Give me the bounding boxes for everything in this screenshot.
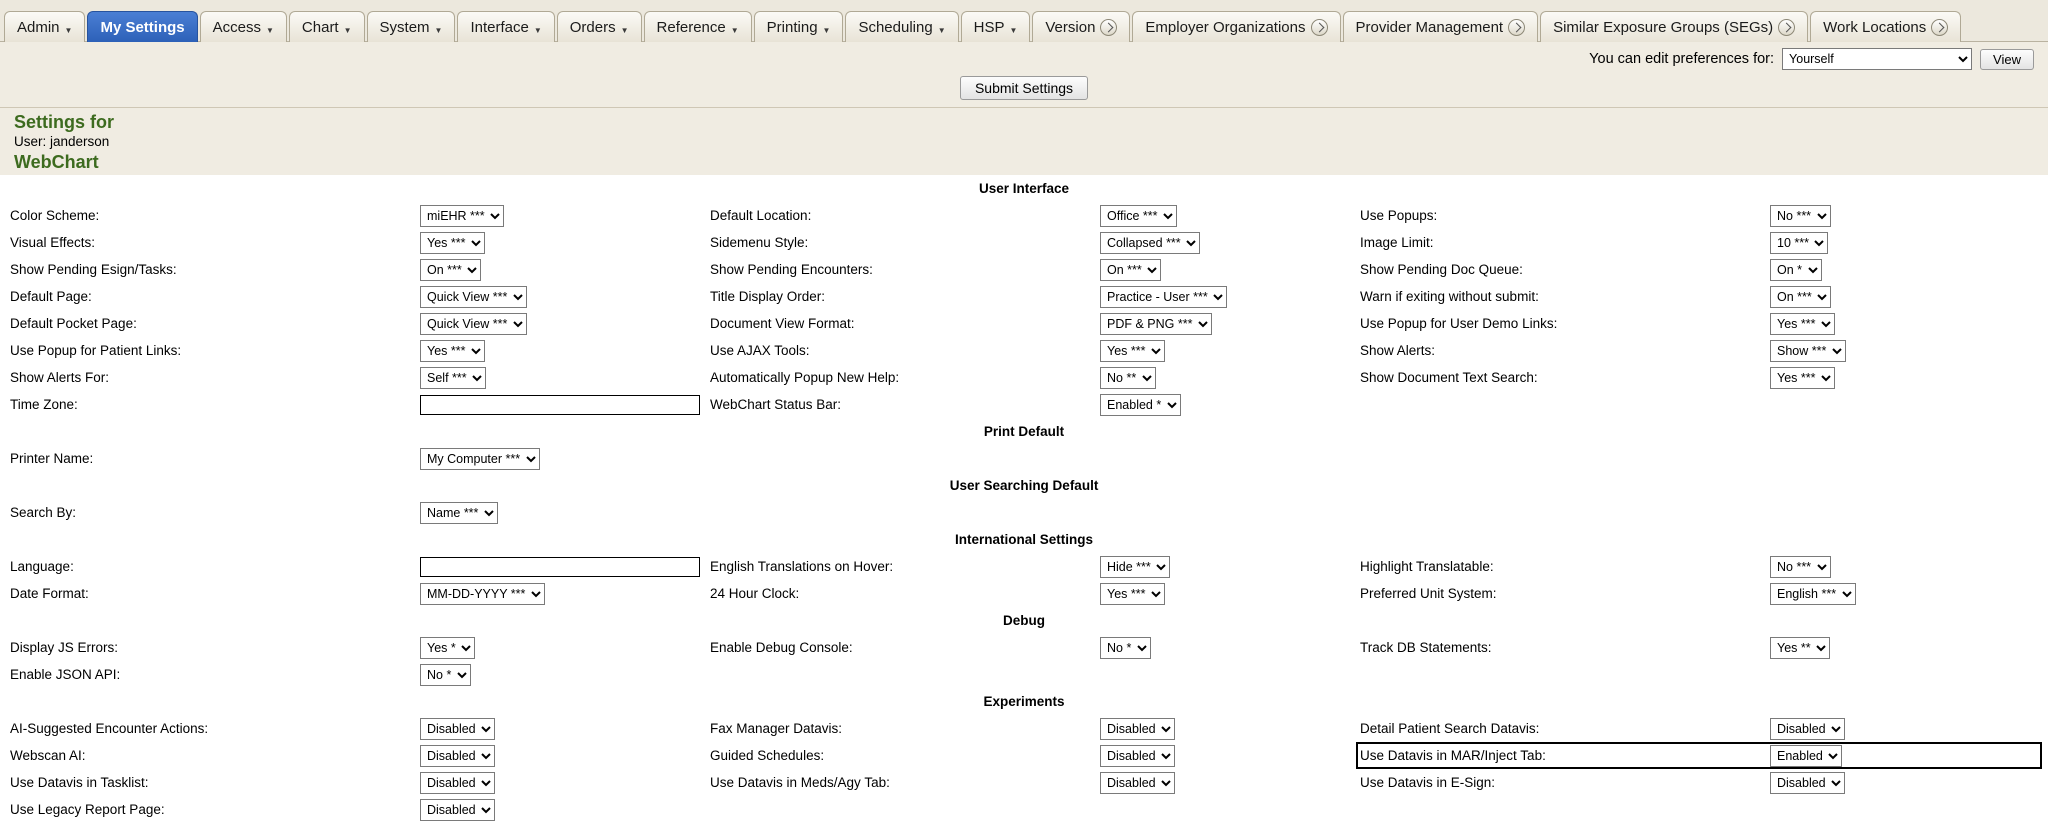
section-header-row: [6, 175, 2042, 202]
detail-patient-search-datavis-control-cell: [1766, 715, 2042, 742]
show-alerts-label: Show Alerts:: [1360, 343, 1436, 358]
use-datavis-tasklist-label: Use Datavis in Tasklist:: [10, 775, 149, 790]
webchart-status-bar-select[interactable]: [1100, 394, 1181, 416]
tab-provider-management[interactable]: [1343, 11, 1539, 42]
tab-label: Admin: [17, 18, 60, 36]
current-user-label: User: janderson: [14, 134, 110, 149]
image-limit-select[interactable]: [1770, 232, 1828, 254]
chevron-down-icon[interactable]: ▼: [937, 26, 946, 35]
use-ajax-tools-label: Use AJAX Tools:: [710, 343, 810, 358]
settings-row: [6, 283, 2042, 310]
date-format-select[interactable]: [420, 583, 545, 605]
default-location-select[interactable]: [1100, 205, 1177, 227]
external-link-icon[interactable]: [1100, 19, 1117, 36]
title-display-order-label: Title Display Order:: [710, 289, 826, 304]
show-pending-encounters-select[interactable]: [1100, 259, 1161, 281]
tab-label: Printing: [766, 18, 818, 36]
language-control-cell: [416, 553, 706, 580]
settings-grid: [6, 175, 2042, 823]
empty-cell: [706, 499, 1096, 526]
tab-access[interactable]: [200, 11, 287, 42]
ai-suggested-encounter-actions-label: AI-Suggested Encounter Actions:: [10, 721, 209, 736]
show-pending-doc-queue-control-cell: [1766, 256, 2042, 283]
section-header-row: [6, 607, 2042, 634]
tab-label: Similar Exposure Groups (SEGs): [1553, 18, 1774, 36]
external-link-icon[interactable]: [1931, 19, 1948, 36]
enable-json-api-select[interactable]: [420, 664, 471, 686]
default-location-control-cell: [1096, 202, 1356, 229]
default-page-select[interactable]: [420, 286, 527, 308]
settings-row: [6, 229, 2042, 256]
printer-name-control-cell: [416, 445, 706, 472]
show-pending-encounters-label: Show Pending Encounters:: [710, 262, 873, 277]
section-title-international-settings: International Settings: [6, 526, 2042, 553]
empty-cell: [1356, 661, 1766, 688]
ai-suggested-encounter-actions-select[interactable]: [420, 718, 495, 740]
use-ajax-tools-control-cell: [1096, 337, 1356, 364]
guided-schedules-control-cell: [1096, 742, 1356, 769]
show-alerts-control-cell: [1766, 337, 2042, 364]
guided-schedules-label: Guided Schedules:: [710, 748, 825, 763]
language-label: Language:: [10, 559, 74, 574]
empty-cell: [706, 661, 1096, 688]
tab-chart[interactable]: [289, 11, 365, 42]
settings-row: [6, 580, 2042, 607]
enable-debug-console-select[interactable]: [1100, 637, 1151, 659]
document-view-format-select[interactable]: [1100, 313, 1212, 335]
settings-row: [6, 391, 2042, 418]
auto-popup-new-help-label: Automatically Popup New Help:: [710, 370, 900, 385]
use-datavis-mar-inject-select[interactable]: [1770, 745, 1842, 767]
empty-cell: [1356, 499, 1766, 526]
detail-patient-search-datavis-label: Detail Patient Search Datavis:: [1360, 721, 1540, 736]
highlight-translatable-label: Highlight Translatable:: [1360, 559, 1494, 574]
ai-suggested-encounter-actions-control-cell: [416, 715, 706, 742]
use-datavis-meds-agy-label: Use Datavis in Meds/Agy Tab:: [710, 775, 890, 790]
show-document-text-search-control-cell: [1766, 364, 2042, 391]
sidemenu-style-control-cell: [1096, 229, 1356, 256]
chevron-down-icon[interactable]: ▼: [434, 26, 443, 35]
settings-row: [6, 445, 2042, 472]
title-display-order-select[interactable]: [1100, 286, 1227, 308]
use-datavis-mar-inject-control-cell: [1766, 742, 2042, 769]
preferences-for-label: You can edit preferences for:: [1589, 51, 1775, 67]
use-datavis-tasklist-control-cell: [416, 769, 706, 796]
use-legacy-report-page-label: Use Legacy Report Page:: [10, 802, 165, 817]
external-link-icon[interactable]: [1508, 19, 1525, 36]
preferred-unit-system-label: Preferred Unit System:: [1360, 586, 1497, 601]
auto-popup-new-help-control-cell: [1096, 364, 1356, 391]
section-title-user-searching-default: User Searching Default: [6, 472, 2042, 499]
default-page-control-cell: [416, 283, 706, 310]
section-header-row: [6, 472, 2042, 499]
tab-label: Work Locations: [1823, 18, 1927, 36]
search-by-select[interactable]: [420, 502, 498, 524]
settings-row: [6, 364, 2042, 391]
section-header-row: [6, 418, 2042, 445]
settings-row: [6, 796, 2042, 823]
empty-cell: [706, 796, 1096, 823]
visual-effects-select[interactable]: [420, 232, 485, 254]
settings-row: [6, 337, 2042, 364]
tab-label: Provider Management: [1355, 18, 1504, 36]
chevron-down-icon[interactable]: ▼: [343, 26, 352, 35]
use-popup-user-demo-select[interactable]: [1770, 313, 1835, 335]
webscan-ai-select[interactable]: [420, 745, 495, 767]
settings-row: [6, 742, 2042, 769]
tab-version[interactable]: [1032, 11, 1130, 42]
use-legacy-report-page-control-cell: [416, 796, 706, 823]
webscan-ai-control-cell: [416, 742, 706, 769]
track-db-statements-label: Track DB Statements:: [1360, 640, 1492, 655]
section-header-row: [6, 526, 2042, 553]
warn-if-exiting-label: Warn if exiting without submit:: [1360, 289, 1539, 304]
section-title-debug: Debug: [6, 607, 2042, 634]
color-scheme-label: Color Scheme:: [10, 208, 100, 223]
tab-printing[interactable]: [754, 11, 844, 42]
sidemenu-style-select[interactable]: [1100, 232, 1200, 254]
empty-cell: [1766, 661, 2042, 688]
show-pending-doc-queue-label: Show Pending Doc Queue:: [1360, 262, 1523, 277]
empty-cell: [1096, 445, 1356, 472]
english-translations-hover-label: English Translations on Hover:: [710, 559, 894, 574]
clock-24h-control-cell: [1096, 580, 1356, 607]
empty-cell: [1096, 499, 1356, 526]
tab-admin[interactable]: [4, 11, 85, 42]
show-document-text-search-select[interactable]: [1770, 367, 1835, 389]
settings-row: [6, 202, 2042, 229]
fax-manager-datavis-label: Fax Manager Datavis:: [710, 721, 843, 736]
main-tab-bar: [0, 0, 2048, 42]
enable-debug-console-control-cell: [1096, 634, 1356, 661]
settings-header: [0, 107, 2048, 175]
tab-similar-exposure-groups-segs[interactable]: [1540, 11, 1808, 42]
image-limit-control-cell: [1766, 229, 2042, 256]
tab-my-settings[interactable]: [87, 11, 197, 42]
time-zone-label: Time Zone:: [10, 397, 78, 412]
auto-popup-new-help-select[interactable]: [1100, 367, 1156, 389]
default-location-label: Default Location:: [710, 208, 812, 223]
use-popup-user-demo-control-cell: [1766, 310, 2042, 337]
use-datavis-esign-control-cell: [1766, 769, 2042, 796]
tab-hsp[interactable]: [961, 11, 1031, 42]
use-popup-patient-links-label: Use Popup for Patient Links:: [10, 343, 182, 358]
use-popup-patient-links-control-cell: [416, 337, 706, 364]
enable-debug-console-label: Enable Debug Console:: [710, 640, 853, 655]
detail-patient-search-datavis-select[interactable]: [1770, 718, 1845, 740]
show-alerts-for-select[interactable]: [420, 367, 486, 389]
tab-label: Access: [212, 18, 261, 36]
show-alerts-select[interactable]: [1770, 340, 1846, 362]
show-alerts-for-control-cell: [416, 364, 706, 391]
use-datavis-esign-select[interactable]: [1770, 772, 1845, 794]
section-title-user-interface: User Interface: [6, 175, 2042, 202]
tab-label: HSP: [973, 18, 1005, 36]
date-format-label: Date Format:: [10, 586, 89, 601]
tab-label: Scheduling: [858, 18, 933, 36]
visual-effects-control-cell: [416, 229, 706, 256]
show-pending-encounters-control-cell: [1096, 256, 1356, 283]
empty-cell: [1356, 445, 1766, 472]
time-zone-input[interactable]: [420, 395, 700, 415]
tab-label: Version: [1045, 18, 1096, 36]
use-legacy-report-page-select[interactable]: [420, 799, 495, 821]
tab-label: System: [379, 18, 430, 36]
settings-row: [6, 634, 2042, 661]
warn-if-exiting-control-cell: [1766, 283, 2042, 310]
settings-row: [6, 499, 2042, 526]
empty-cell: [1096, 796, 1356, 823]
title-display-order-control-cell: [1096, 283, 1356, 310]
use-popups-control-cell: [1766, 202, 2042, 229]
use-datavis-tasklist-select[interactable]: [420, 772, 495, 794]
external-link-icon[interactable]: [1778, 19, 1795, 36]
show-document-text-search-label: Show Document Text Search:: [1360, 370, 1538, 385]
guided-schedules-select[interactable]: [1100, 745, 1175, 767]
visual-effects-label: Visual Effects:: [10, 235, 96, 250]
settings-row: [6, 661, 2042, 688]
search-by-control-cell: [416, 499, 706, 526]
chevron-down-icon[interactable]: ▼: [64, 26, 73, 35]
use-popup-patient-links-select[interactable]: [420, 340, 485, 362]
tab-label: Employer Organizations: [1145, 18, 1306, 36]
tab-orders[interactable]: [557, 11, 642, 42]
printer-name-select[interactable]: [420, 448, 540, 470]
sidemenu-style-label: Sidemenu Style:: [710, 235, 809, 250]
highlight-translatable-select[interactable]: [1770, 556, 1831, 578]
preferred-unit-system-control-cell: [1766, 580, 2042, 607]
use-datavis-meds-agy-select[interactable]: [1100, 772, 1175, 794]
use-popup-user-demo-label: Use Popup for User Demo Links:: [1360, 316, 1558, 331]
image-limit-label: Image Limit:: [1360, 235, 1434, 250]
webchart-section-title: WebChart: [14, 152, 99, 172]
tab-employer-organizations[interactable]: [1132, 11, 1340, 42]
tab-label: My Settings: [100, 18, 185, 36]
show-pending-esign-control-cell: [416, 256, 706, 283]
empty-cell: [1766, 445, 2042, 472]
settings-row: [6, 310, 2042, 337]
chevron-down-icon[interactable]: ▼: [730, 26, 739, 35]
show-pending-doc-queue-select[interactable]: [1770, 259, 1822, 281]
tab-label: Orders: [569, 18, 616, 36]
webchart-status-bar-label: WebChart Status Bar:: [710, 397, 842, 412]
settings-row: [6, 256, 2042, 283]
tab-system[interactable]: [367, 11, 456, 42]
page-title: Settings for: [14, 112, 115, 132]
show-pending-esign-label: Show Pending Esign/Tasks:: [10, 262, 177, 277]
section-title-experiments: Experiments: [6, 688, 2042, 715]
settings-row: [6, 769, 2042, 796]
show-alerts-for-label: Show Alerts For:: [10, 370, 110, 385]
default-pocket-page-control-cell: [416, 310, 706, 337]
language-input[interactable]: [420, 557, 700, 577]
preferred-unit-system-select[interactable]: [1770, 583, 1856, 605]
empty-cell: [1766, 499, 2042, 526]
webchart-status-bar-control-cell: [1096, 391, 1356, 418]
submit-settings-button[interactable]: Submit Settings: [960, 76, 1088, 100]
empty-cell: [1096, 661, 1356, 688]
show-pending-esign-select[interactable]: [420, 259, 481, 281]
use-datavis-meds-agy-control-cell: [1096, 769, 1356, 796]
enable-json-api-label: Enable JSON API:: [10, 667, 121, 682]
empty-cell: [1356, 391, 1766, 418]
fax-manager-datavis-select[interactable]: [1100, 718, 1175, 740]
search-by-label: Search By:: [10, 505, 77, 520]
submit-settings-row: [0, 76, 2048, 107]
preferences-for-select[interactable]: [1782, 48, 1972, 70]
use-ajax-tools-select[interactable]: [1100, 340, 1165, 362]
printer-name-label: Printer Name:: [10, 451, 94, 466]
document-view-format-control-cell: [1096, 310, 1356, 337]
tab-label: Reference: [656, 18, 726, 36]
empty-cell: [1766, 796, 2042, 823]
color-scheme-control-cell: [416, 202, 706, 229]
tab-scheduling[interactable]: [845, 11, 958, 42]
empty-cell: [1766, 391, 2042, 418]
webscan-ai-label: Webscan AI:: [10, 748, 86, 763]
chevron-down-icon[interactable]: ▼: [533, 26, 542, 35]
warn-if-exiting-select[interactable]: [1770, 286, 1831, 308]
track-db-statements-select[interactable]: [1770, 637, 1830, 659]
empty-cell: [1356, 796, 1766, 823]
default-page-label: Default Page:: [10, 289, 92, 304]
track-db-statements-control-cell: [1766, 634, 2042, 661]
use-datavis-mar-inject-label: Use Datavis in MAR/Inject Tab:: [1356, 742, 1766, 769]
tab-interface[interactable]: [457, 11, 554, 42]
color-scheme-select[interactable]: [420, 205, 504, 227]
chevron-down-icon[interactable]: ▼: [620, 26, 629, 35]
external-link-icon[interactable]: [1311, 19, 1328, 36]
use-popups-label: Use Popups:: [1360, 208, 1438, 223]
section-title-print-default: Print Default: [6, 418, 2042, 445]
chevron-down-icon[interactable]: ▼: [822, 26, 831, 35]
fax-manager-datavis-control-cell: [1096, 715, 1356, 742]
document-view-format-label: Document View Format:: [710, 316, 855, 331]
clock-24h-select[interactable]: [1100, 583, 1165, 605]
use-popups-select[interactable]: [1770, 205, 1831, 227]
enable-json-api-control-cell: [416, 661, 706, 688]
time-zone-control-cell: [416, 391, 706, 418]
default-pocket-page-label: Default Pocket Page:: [10, 316, 137, 331]
settings-row: [6, 715, 2042, 742]
use-datavis-esign-label: Use Datavis in E-Sign:: [1360, 775, 1496, 790]
empty-cell: [706, 445, 1096, 472]
highlight-translatable-control-cell: [1766, 553, 2042, 580]
chevron-down-icon[interactable]: ▼: [266, 26, 274, 35]
settings-row: [6, 553, 2042, 580]
date-format-control-cell: [416, 580, 706, 607]
clock-24h-label: 24 Hour Clock:: [710, 586, 800, 601]
view-button[interactable]: View: [1980, 49, 2034, 70]
section-header-row: [6, 688, 2042, 715]
english-translations-hover-select[interactable]: [1100, 556, 1170, 578]
chevron-down-icon[interactable]: ▼: [1009, 26, 1018, 35]
display-js-errors-select[interactable]: [420, 637, 475, 659]
tab-reference[interactable]: [644, 11, 752, 42]
display-js-errors-control-cell: [416, 634, 706, 661]
display-js-errors-label: Display JS Errors:: [10, 640, 119, 655]
default-pocket-page-select[interactable]: [420, 313, 527, 335]
english-translations-hover-control-cell: [1096, 553, 1356, 580]
preferences-bar: [0, 42, 2048, 76]
tab-label: Interface: [470, 18, 529, 36]
tab-label: Chart: [301, 18, 339, 36]
tab-work-locations[interactable]: [1810, 11, 1961, 42]
